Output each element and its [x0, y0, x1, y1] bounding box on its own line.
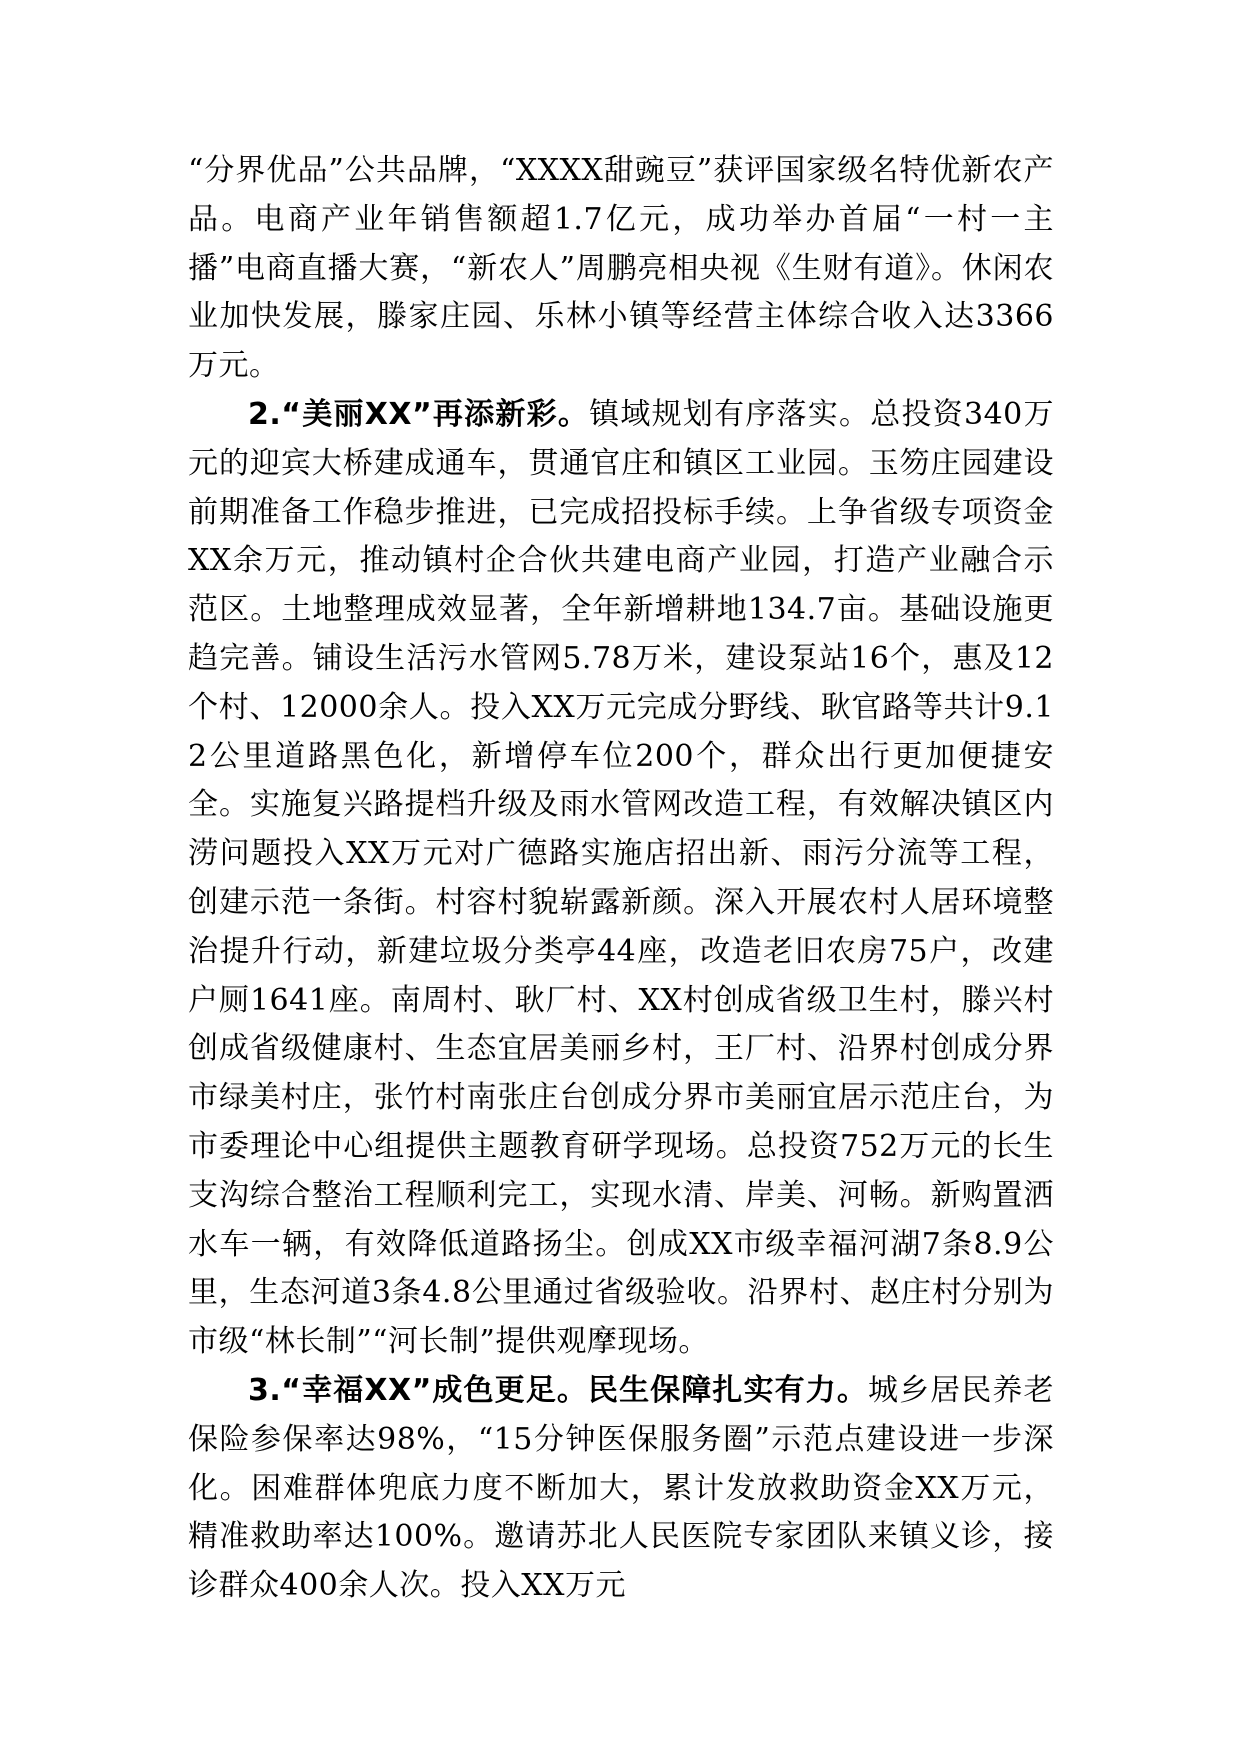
section-2-heading: 2.“美丽XX”再添新彩。: [248, 396, 590, 432]
paragraph-1-text: “分界优品”公共品牌，“XXXX甜豌豆”获评国家级名特优新农产品。电商产业年销售额超1.7亿元，成功举办首届“一村一主播”电商直播大赛，“新农人”周鹏亮相央视《生财有道》。休闲农业加快发展，滕家庄园、乐林小镇等经营主体综合收入达3366万元。: [188, 153, 1054, 384]
paragraph-2: [188, 391, 1054, 1367]
section-3-heading: 3.“幸福XX”成色更足。民生保障扎实有力。: [248, 1372, 868, 1408]
document-body: [188, 147, 1054, 1611]
paragraph-1: [188, 147, 1054, 391]
paragraph-2-text: 镇域规划有序落实。总投资340万元的迎宾大桥建成通车，贯通官庄和镇区工业园。玉笏庄园建设前期准备工作稳步推进，已完成招投标手续。上争省级专项资金XX余万元，推动镇村企合伙共建电商产业园，打造产业融合示范区。土地整理成效显著，全年新增耕地134.7亩。基础设施更趋完善。铺设生活污水管网5.78万米，建设泵站16个，惠及12个村、12000余人。投入XX万元完成分野线、耿官路等共计9.12公里道路黑色化，新增停车位200个，群众出行更加便捷安全。实施复兴路提档升级及雨水管网改造工程，有效解决镇区内涝问题投入XX万元对广德路实施店招出新、雨污分流等工程，创建示范一条街。村容村貌崭露新颜。深入开展农村人居环境整治提升行动，新建垃圾分类亭44座，改造老旧农房75户，改建户厕1641座。南周村、耿厂村、XX村创成省级卫生村，滕兴村创成省级健康村、生态宜居美丽乡村，王厂村、沿界村创成分界市绿美村庄，张竹村南张庄台创成分界市美丽宜居示范庄台，为市委理论中心组提供主题教育研学现场。总投资752万元的长生支沟综合整治工程顺利完工，实现水清、岸美、河畅。新购置洒水车一辆，有效降低道路扬尘。创成XX市级幸福河湖7条8.9公里，生态河道3条4.8公里通过省级验收。沿界村、赵庄村分别为市级“林长制”“河长制”提供观摩现场。: [188, 396, 1054, 1360]
paragraph-3-text: 城乡居民养老保险参保率达98%，“15分钟医保服务圈”示范点建设进一步深化。困难群体兜底力度不断加大，累计发放救助资金XX万元，精准救助率达100%。邀请苏北人民医院专家团队来镇义诊，接诊群众400余人次。投入XX万元: [188, 1372, 1055, 1604]
paragraph-3: [188, 1367, 1054, 1611]
